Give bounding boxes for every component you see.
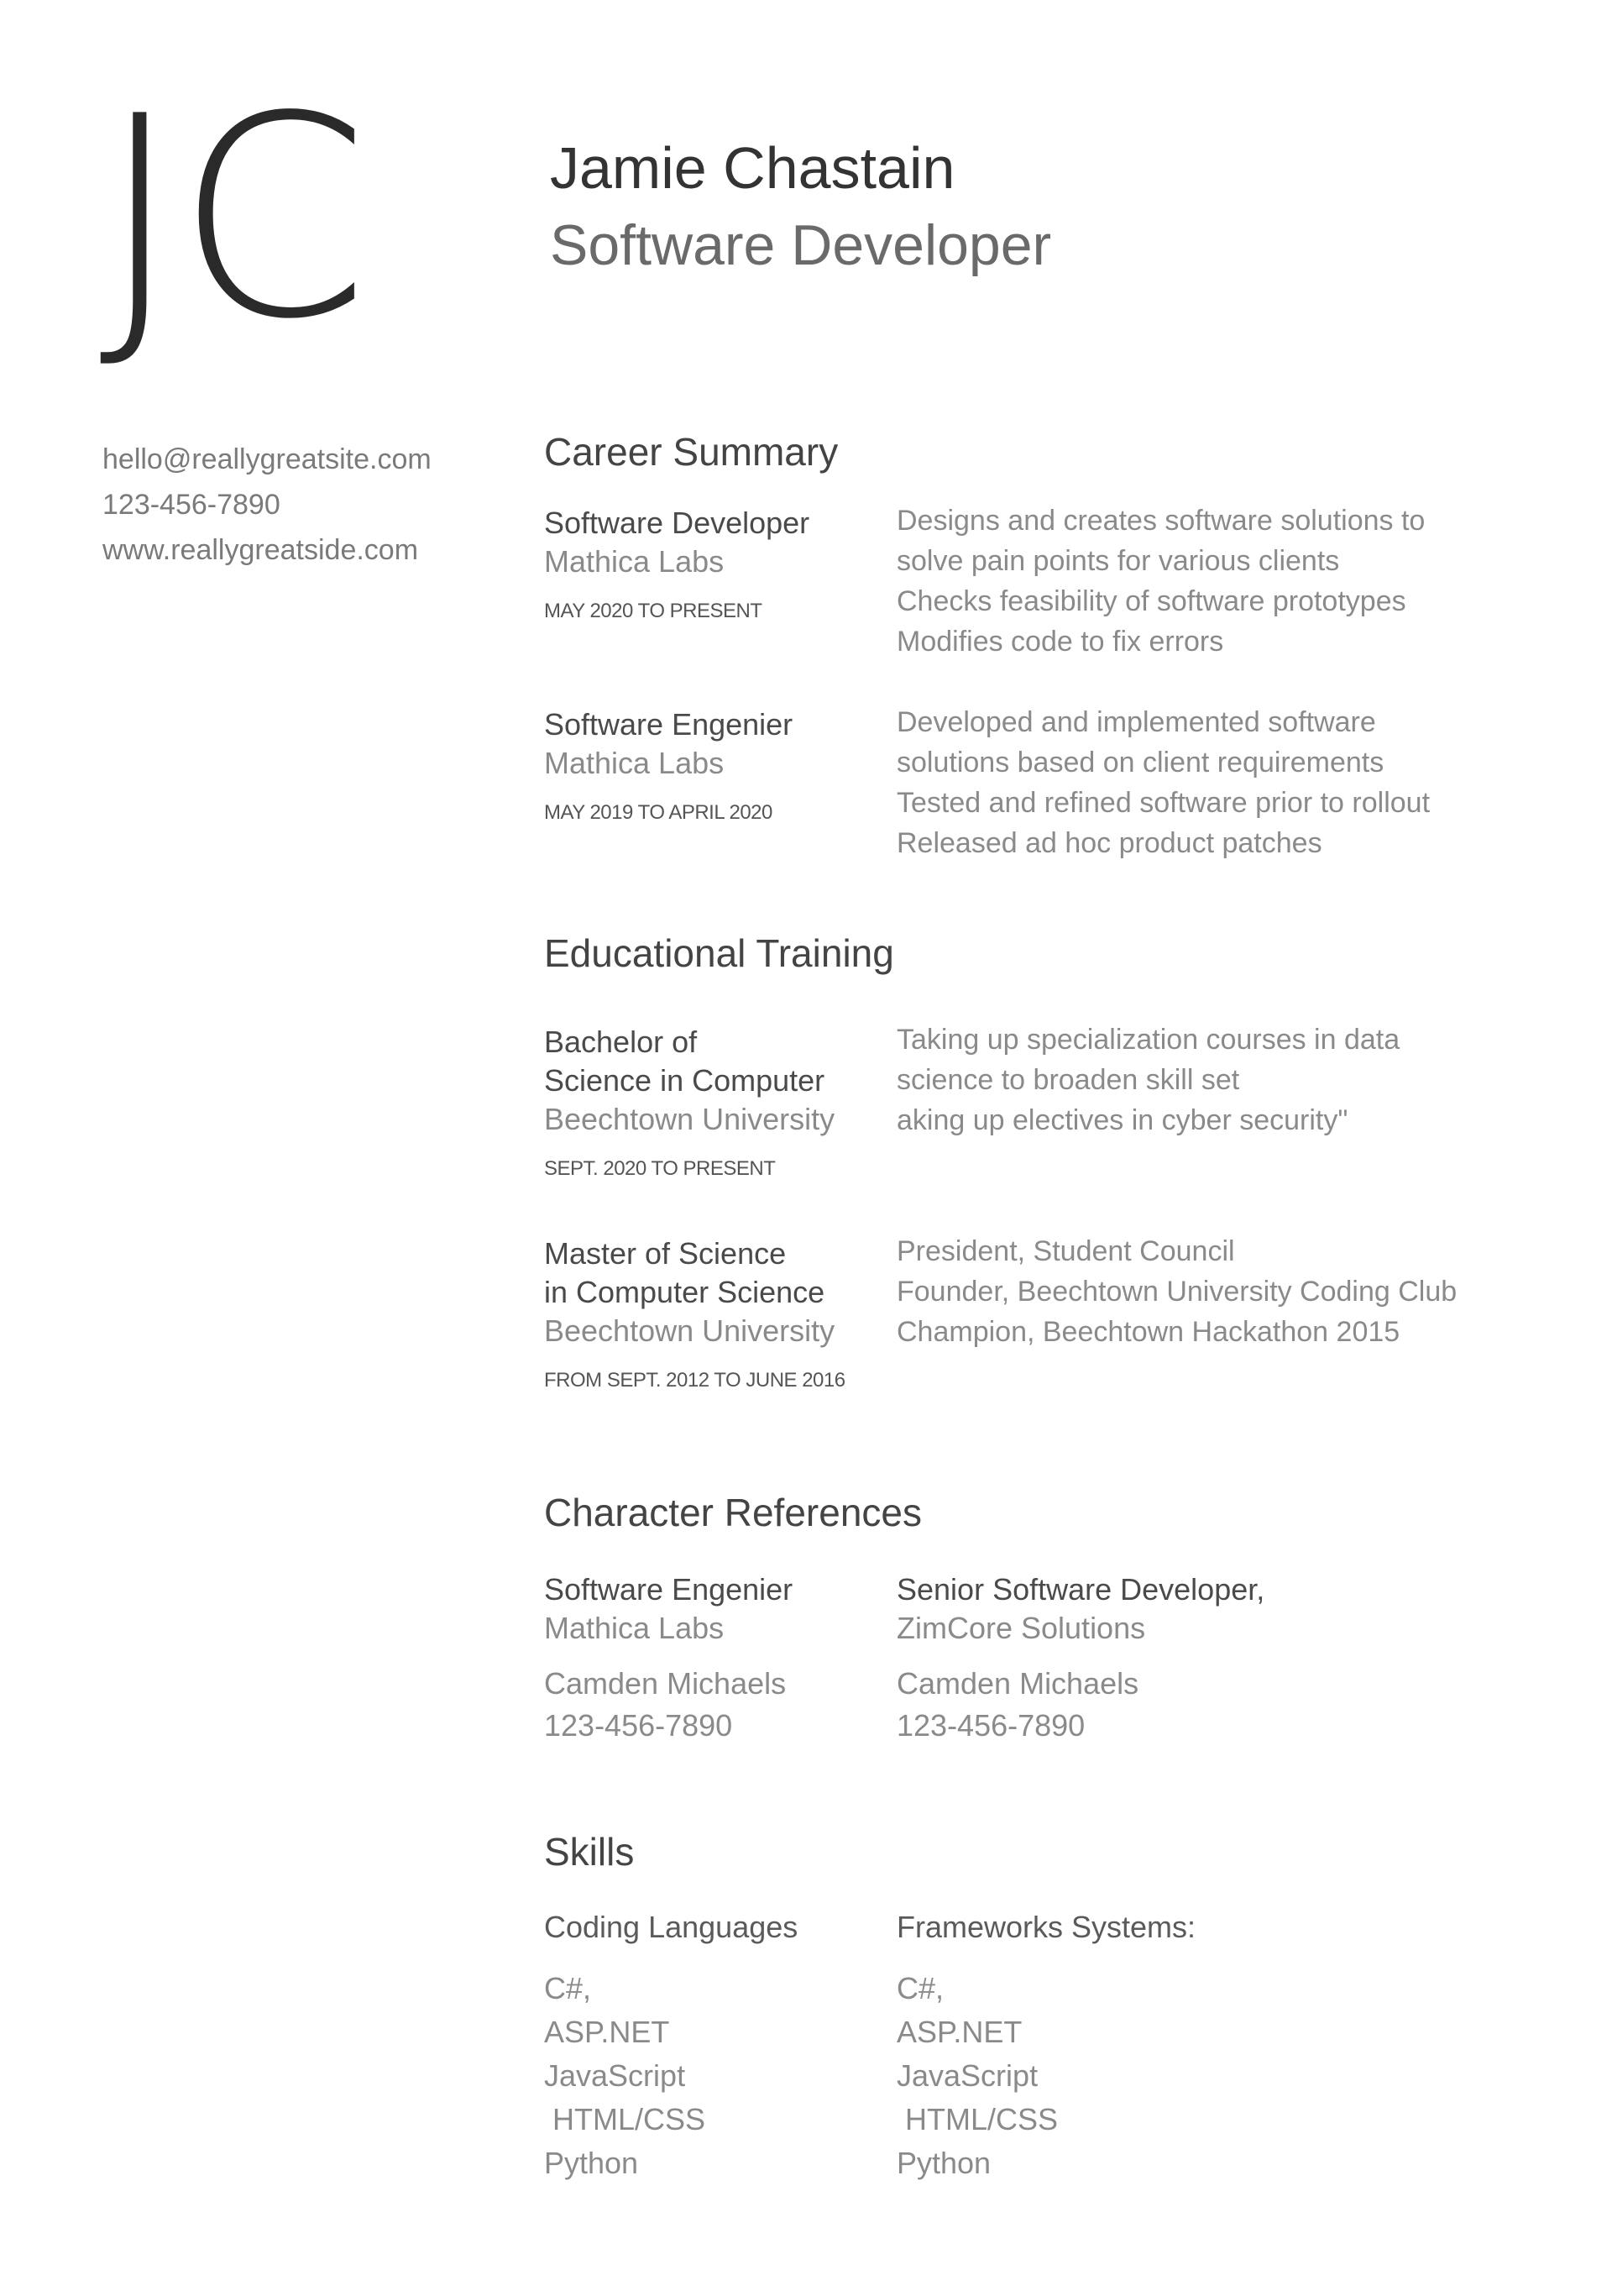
education-desc-line: Champion, Beechtown Hackathon 2015 bbox=[897, 1316, 1400, 1348]
career-date: MAY 2019 TO APRIL 2020 bbox=[544, 801, 772, 824]
reference-role: Senior Software Developer, bbox=[897, 1572, 1265, 1607]
skill-item: ASP.NET bbox=[544, 2015, 670, 2049]
reference-phone: 123-456-7890 bbox=[897, 1708, 1086, 1743]
career-date: MAY 2020 TO PRESENT bbox=[544, 600, 762, 622]
career-role: Software Engenier bbox=[544, 707, 793, 742]
education-school: Beechtown University bbox=[544, 1102, 835, 1136]
skill-item: JavaScript bbox=[544, 2058, 686, 2093]
education-desc-line: science to broaden skill set bbox=[897, 1064, 1240, 1096]
person-name: Jamie Chastain bbox=[550, 135, 955, 201]
skill-item: HTML/CSS bbox=[897, 2102, 1059, 2136]
reference-item bbox=[544, 1570, 880, 1747]
education-heading: Educational Training bbox=[544, 931, 894, 975]
education-desc-line: Founder, Beechtown University Coding Club bbox=[897, 1276, 1458, 1308]
skill-group-title: Coding Languages bbox=[544, 1910, 798, 1944]
skill-item: Python bbox=[544, 2146, 639, 2180]
skill-item: C#, bbox=[897, 1971, 945, 2005]
career-org: Mathica Labs bbox=[544, 544, 725, 579]
reference-name: Camden Michaels bbox=[544, 1666, 787, 1701]
career-desc-line: Modifies code to fix errors bbox=[897, 626, 1224, 658]
skill-group-title: Frameworks Systems: bbox=[897, 1910, 1196, 1944]
education-degree: Master of Science bbox=[544, 1236, 787, 1271]
education-desc-line: President, Student Council bbox=[897, 1235, 1235, 1267]
contact-info bbox=[102, 437, 480, 573]
education-school: Beechtown University bbox=[544, 1313, 835, 1348]
career-desc-line: Designs and creates software solutions to bbox=[897, 505, 1426, 537]
career-desc-line: Developed and implemented software bbox=[897, 706, 1376, 738]
career-desc-line: Released ad hoc product patches bbox=[897, 827, 1322, 859]
reference-org: ZimCore Solutions bbox=[897, 1611, 1146, 1645]
education-date: SEPT. 2020 TO PRESENT bbox=[544, 1157, 776, 1180]
skill-item: JavaScript bbox=[897, 2058, 1039, 2093]
contact-phone: 123-456-7890 bbox=[102, 489, 280, 521]
education-date: FROM SEPT. 2012 TO JUNE 2016 bbox=[544, 1369, 845, 1392]
contact-email[interactable]: hello@reallygreatsite.com bbox=[102, 443, 432, 475]
career-desc-line: solve pain points for various clients bbox=[897, 545, 1340, 577]
skill-item: Python bbox=[897, 2146, 992, 2180]
reference-name: Camden Michaels bbox=[897, 1666, 1139, 1701]
skill-group bbox=[544, 1908, 880, 2185]
career-role: Software Developer bbox=[544, 506, 810, 540]
career-desc-line: solutions based on client requirements bbox=[897, 747, 1384, 778]
reference-org: Mathica Labs bbox=[544, 1611, 725, 1645]
education-degree: Science in Computer bbox=[544, 1063, 825, 1098]
skill-group bbox=[897, 1908, 1442, 2185]
monogram: JC bbox=[99, 57, 364, 380]
education-degree: Bachelor of bbox=[544, 1025, 698, 1059]
references-heading: Character References bbox=[544, 1491, 922, 1534]
reference-item bbox=[897, 1570, 1442, 1747]
reference-role: Software Engenier bbox=[544, 1572, 793, 1607]
skill-item: HTML/CSS bbox=[544, 2102, 706, 2136]
education-degree: in Computer Science bbox=[544, 1275, 825, 1309]
skill-item: C#, bbox=[544, 1971, 592, 2005]
career-org: Mathica Labs bbox=[544, 746, 725, 780]
career-summary-heading: Career Summary bbox=[544, 430, 839, 474]
education-desc-line: Taking up specialization courses in data bbox=[897, 1024, 1400, 1056]
skills-heading: Skills bbox=[544, 1830, 635, 1874]
job-title: Software Developer bbox=[550, 213, 1052, 277]
career-desc-line: Checks feasibility of software prototypes bbox=[897, 585, 1406, 617]
career-desc-line: Tested and refined software prior to rollout bbox=[897, 787, 1431, 819]
contact-website[interactable]: www.reallygreatside.com bbox=[102, 534, 419, 566]
skill-item: ASP.NET bbox=[897, 2015, 1023, 2049]
reference-phone: 123-456-7890 bbox=[544, 1708, 733, 1743]
education-desc-line: aking up electives in cyber security" bbox=[897, 1104, 1348, 1136]
